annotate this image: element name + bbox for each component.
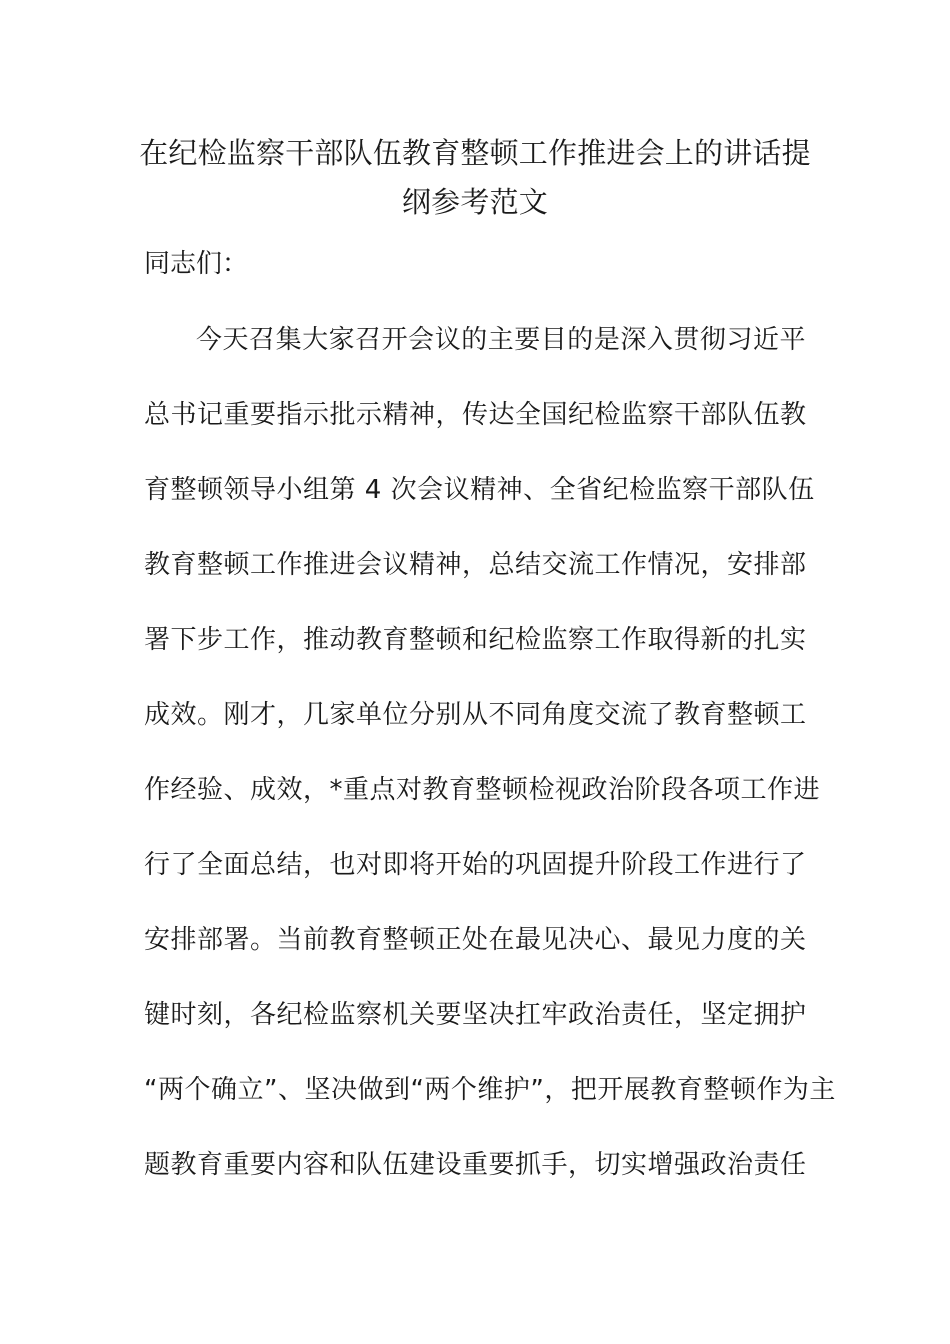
- body-line: 行了全面总结，也对即将开始的巩固提升阶段工作进行了: [144, 850, 807, 880]
- salutation: 同志们：: [144, 249, 249, 279]
- body-line: 键时刻，各纪检监察机关要坚决扛牢政治责任，坚定拥护: [144, 1000, 807, 1030]
- body-line: 题教育重要内容和队伍建设重要抓手，切实增强政治责任: [144, 1150, 807, 1180]
- body-line: 育整顿领导小组第 4 次会议精神、全省纪检监察干部队伍: [144, 475, 815, 505]
- body-line: 今天召集大家召开会议的主要目的是深入贯彻习近平: [196, 325, 806, 355]
- body-line: 教育整顿工作推进会议精神，总结交流工作情况，安排部: [144, 550, 807, 580]
- body-line: 作经验、成效，*重点对教育整顿检视政治阶段各项工作进: [144, 775, 821, 805]
- body-line: 成效。刚才，几家单位分别从不同角度交流了教育整顿工: [144, 700, 807, 730]
- body-line: 总书记重要指示批示精神，传达全国纪检监察干部队伍教: [144, 400, 807, 430]
- document-title-line-2: 纲参考范文: [401, 185, 548, 219]
- document-title-line-1: 在纪检监察干部队伍教育整顿工作推进会上的讲话提: [139, 136, 811, 170]
- body-line: 署下步工作，推动教育整顿和纪检监察工作取得新的扎实: [144, 625, 807, 655]
- body-line: “两个确立”、坚决做到“两个维护”，把开展教育整顿作为主: [144, 1075, 836, 1105]
- body-line: 安排部署。当前教育整顿正处在最见决心、最见力度的关: [144, 925, 807, 955]
